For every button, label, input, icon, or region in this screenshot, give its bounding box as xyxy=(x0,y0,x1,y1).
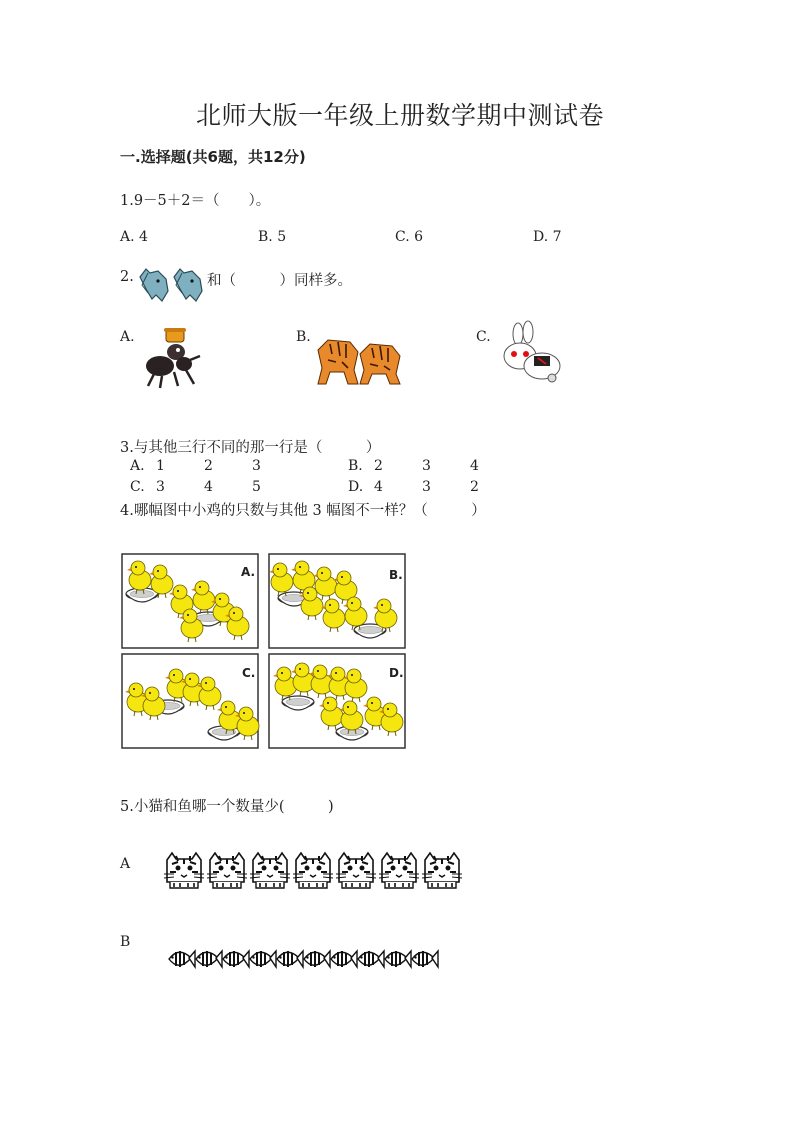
row-label: D. xyxy=(348,479,364,495)
panel-d-label: D. xyxy=(389,666,404,680)
question-2-stem: 和（ ）同样多。 xyxy=(207,273,352,289)
cat-icon xyxy=(293,853,333,888)
fish-icon xyxy=(331,951,357,967)
fish-icon xyxy=(385,951,411,967)
fish-icon xyxy=(277,951,303,967)
tiger-icon xyxy=(360,344,400,384)
row-number: 4 xyxy=(374,479,383,495)
q5-option-b[interactable]: B xyxy=(120,934,131,950)
q3-row-c[interactable] xyxy=(130,479,330,497)
row-number: 4 xyxy=(204,479,213,495)
row-number: 1 xyxy=(156,458,165,474)
row-number: 4 xyxy=(470,458,479,474)
q1-option-d[interactable]: D. 7 xyxy=(533,229,562,245)
q1-option-c[interactable]: C. 6 xyxy=(395,229,424,245)
fish-icon xyxy=(358,951,384,967)
fish-icon xyxy=(412,951,438,967)
fish-icon xyxy=(196,951,222,967)
question-5-stem: 5.小猫和鱼哪一个数量少( ) xyxy=(120,799,334,815)
q2-option-b[interactable]: B. xyxy=(296,329,311,345)
row-number: 3 xyxy=(422,479,431,495)
q2-option-c[interactable]: C. xyxy=(476,329,491,345)
rabbit-image xyxy=(494,322,564,386)
cats-image xyxy=(162,850,468,892)
fish-icon xyxy=(304,951,330,967)
q5-option-a[interactable]: A xyxy=(120,856,131,872)
cat-icon xyxy=(422,853,462,888)
question-2-number: 2. xyxy=(120,269,134,285)
row-number: 3 xyxy=(422,458,431,474)
row-label: B. xyxy=(348,458,363,474)
fish-icon xyxy=(250,951,276,967)
row-number: 2 xyxy=(470,479,479,495)
row-number: 3 xyxy=(252,458,261,474)
row-number: 2 xyxy=(374,458,383,474)
section-heading: 一.选择题(共6题，共12分) xyxy=(120,148,306,166)
chick-panels xyxy=(120,552,408,752)
panel-a-label: A. xyxy=(241,565,256,579)
fish-icon xyxy=(223,951,249,967)
q1-option-a[interactable]: A. 4 xyxy=(120,229,148,245)
question-4-stem: 4.哪幅图中小鸡的只数与其他 3 幅图不一样？（ ） xyxy=(120,503,486,519)
row-number: 3 xyxy=(156,479,165,495)
cat-icon xyxy=(336,853,376,888)
q2-option-a[interactable]: A. xyxy=(120,329,135,345)
row-number: 2 xyxy=(204,458,213,474)
row-label: C. xyxy=(130,479,145,495)
q3-row-b[interactable] xyxy=(348,458,548,476)
q3-row-d[interactable] xyxy=(348,479,548,497)
tigers-image xyxy=(314,330,404,388)
cat-icon xyxy=(207,853,247,888)
horse-head-icon xyxy=(140,269,168,301)
page-title: 北师大版一年级上册数学期中测试卷 xyxy=(195,101,604,130)
tiger-icon xyxy=(318,340,358,384)
cat-icon xyxy=(164,853,204,888)
q3-row-a[interactable] xyxy=(130,458,330,476)
cat-icon xyxy=(379,853,419,888)
question-3-stem: 3.与其他三行不同的那一行是（ ） xyxy=(120,440,381,456)
question-1-stem: 1.9－5＋2＝（ ）。 xyxy=(120,193,271,209)
q1-option-b[interactable]: B. 5 xyxy=(258,229,287,245)
horses-image xyxy=(136,265,206,305)
horse-head-icon xyxy=(174,269,202,301)
panel-b-label: B. xyxy=(389,568,403,582)
cat-icon xyxy=(250,853,290,888)
panel-c-label: C. xyxy=(242,666,256,680)
fish-icon xyxy=(169,951,195,967)
ant-image xyxy=(140,326,210,390)
fish-image xyxy=(165,945,439,973)
row-number: 5 xyxy=(252,479,261,495)
row-label: A. xyxy=(130,458,145,474)
